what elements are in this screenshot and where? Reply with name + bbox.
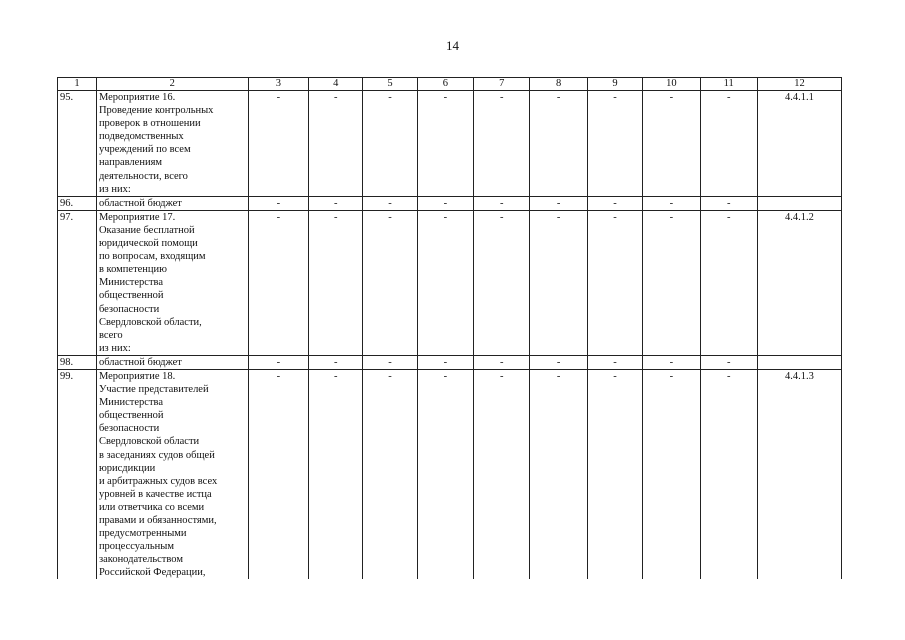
row-value-col-3: -: [248, 91, 308, 197]
row-value-col-9: -: [587, 196, 642, 210]
row-value-col-4: -: [309, 355, 363, 369]
header-row: [58, 78, 842, 91]
row-value-col-7: -: [474, 91, 530, 197]
row-value-col-3: -: [248, 210, 308, 355]
row-value-col-9: -: [587, 369, 642, 579]
table-body: [58, 91, 842, 580]
row-value-col-6: -: [417, 196, 473, 210]
row-value-col-7: -: [474, 196, 530, 210]
row-value-col-11: -: [700, 91, 757, 197]
row-value-col-8: -: [530, 91, 587, 197]
table-row: [58, 196, 842, 210]
row-value-col-6: -: [417, 369, 473, 579]
row-value-col-10: -: [643, 91, 700, 197]
row-code: [757, 196, 841, 210]
row-description: Мероприятие 16. Проведение контрольных проверок в отношении подведомственных учреждений по всем направлениям деятельности, всего из них:: [96, 91, 248, 197]
row-value-col-11: -: [700, 210, 757, 355]
column-header-5: 5: [363, 78, 417, 91]
table-row: [58, 210, 842, 355]
row-value-col-10: -: [643, 369, 700, 579]
row-value-col-10: -: [643, 210, 700, 355]
row-number: 99.: [58, 369, 97, 579]
column-header-12: 12: [757, 78, 841, 91]
row-value-col-8: -: [530, 369, 587, 579]
row-value-col-7: -: [474, 355, 530, 369]
row-value-col-3: -: [248, 196, 308, 210]
row-value-col-4: -: [309, 196, 363, 210]
column-header-10: 10: [643, 78, 700, 91]
row-value-col-4: -: [309, 210, 363, 355]
row-code: 4.4.1.1: [757, 91, 841, 197]
row-value-col-7: -: [474, 210, 530, 355]
row-value-col-8: -: [530, 210, 587, 355]
row-value-col-3: -: [248, 355, 308, 369]
row-value-col-6: -: [417, 210, 473, 355]
column-header-9: 9: [587, 78, 642, 91]
row-value-col-8: -: [530, 196, 587, 210]
row-value-col-5: -: [363, 210, 417, 355]
row-value-col-9: -: [587, 91, 642, 197]
table-row: [58, 369, 842, 579]
row-code: 4.4.1.3: [757, 369, 841, 579]
row-number: 98.: [58, 355, 97, 369]
column-header-8: 8: [530, 78, 587, 91]
table-header: [58, 78, 842, 91]
row-value-col-5: -: [363, 196, 417, 210]
document-table: [57, 77, 842, 579]
row-code: [757, 355, 841, 369]
row-code: 4.4.1.2: [757, 210, 841, 355]
row-value-col-10: -: [643, 196, 700, 210]
row-value-col-9: -: [587, 355, 642, 369]
row-number: 97.: [58, 210, 97, 355]
row-description: Мероприятие 18. Участие представителей Министерства общественной безопасности Свердловской области в заседаниях судов общей юрисдикции и арбитражных судов всех уровней в качестве истца или ответчика со всеми правами и обязанностями, предусмотренными процессуальным законодательством Российской Федерации,: [96, 369, 248, 579]
row-value-col-5: -: [363, 369, 417, 579]
column-header-6: 6: [417, 78, 473, 91]
row-value-col-8: -: [530, 355, 587, 369]
row-value-col-6: -: [417, 91, 473, 197]
row-value-col-4: -: [309, 91, 363, 197]
column-header-4: 4: [309, 78, 363, 91]
row-value-col-6: -: [417, 355, 473, 369]
row-value-col-4: -: [309, 369, 363, 579]
row-value-col-11: -: [700, 355, 757, 369]
row-description: областной бюджет: [96, 355, 248, 369]
row-value-col-5: -: [363, 355, 417, 369]
column-header-7: 7: [474, 78, 530, 91]
column-header-2: 2: [96, 78, 248, 91]
table-row: [58, 355, 842, 369]
row-description: Мероприятие 17. Оказание бесплатной юридической помощи по вопросам, входящим в компетенцию Министерства общественной безопасности Свердловской области, всего из них:: [96, 210, 248, 355]
row-value-col-10: -: [643, 355, 700, 369]
column-header-11: 11: [700, 78, 757, 91]
row-number: 95.: [58, 91, 97, 197]
row-value-col-5: -: [363, 91, 417, 197]
row-value-col-9: -: [587, 210, 642, 355]
row-value-col-11: -: [700, 369, 757, 579]
row-number: 96.: [58, 196, 97, 210]
row-description: областной бюджет: [96, 196, 248, 210]
column-header-1: 1: [58, 78, 97, 91]
row-value-col-3: -: [248, 369, 308, 579]
row-value-col-7: -: [474, 369, 530, 579]
table-row: [58, 91, 842, 197]
column-header-3: 3: [248, 78, 308, 91]
row-value-col-11: -: [700, 196, 757, 210]
page-number: 14: [446, 38, 459, 53]
